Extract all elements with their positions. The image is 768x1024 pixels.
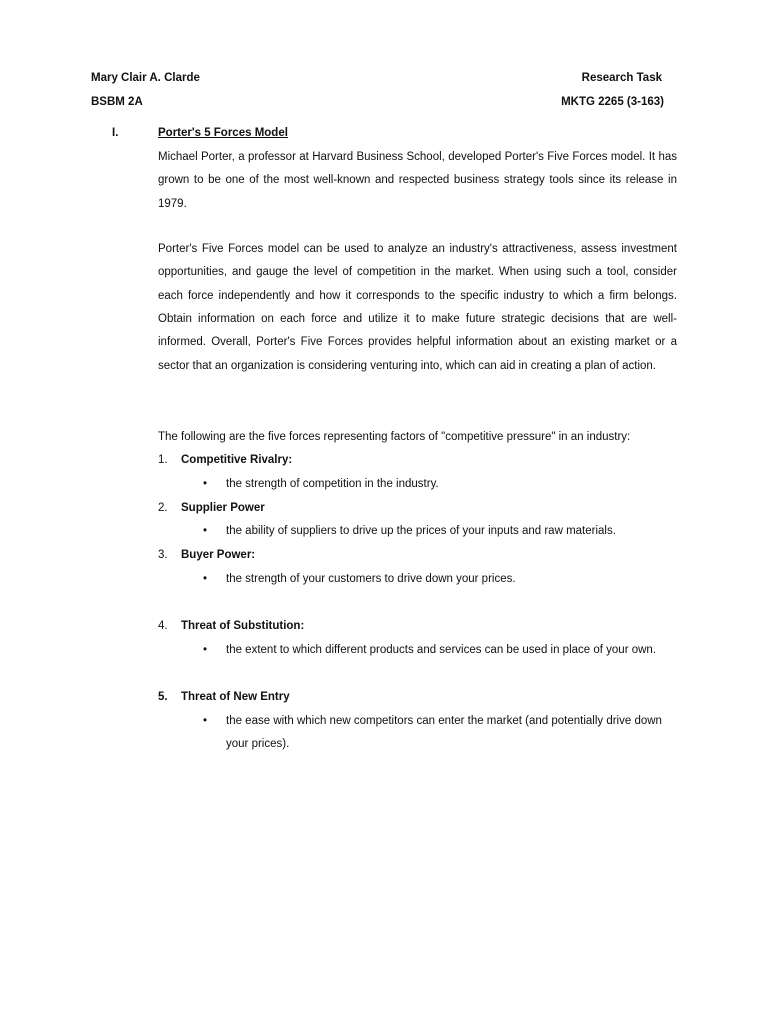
- force-label: Competitive Rivalry:: [181, 454, 293, 466]
- force-number: 2.: [158, 502, 168, 514]
- paragraph-intro: Michael Porter, a professor at Harvard Business School, developed Porter's Five Forces model. It has grown to be one of the most well-known and respected business strategy tools since its release in 1979.: [158, 151, 677, 210]
- force-number: 1.: [158, 454, 168, 466]
- forces-intro: The following are the five forces representing factors of "competitive pressure" in an industry:: [158, 431, 631, 443]
- class-section: BSBM 2A: [91, 96, 143, 108]
- force-description: the ease with which new competitors can enter the market (and potentially drive down your prices).: [226, 715, 662, 750]
- force-number: 4.: [158, 620, 168, 632]
- force-description: the extent to which different products and services can be used in place of your own.: [226, 644, 657, 656]
- bullet-marker: •: [203, 715, 208, 727]
- force-number: 3.: [158, 549, 168, 561]
- bullet-marker: •: [203, 644, 208, 656]
- force-description: the strength of your customers to drive down your prices.: [226, 573, 516, 585]
- section-title: Porter's 5 Forces Model: [158, 127, 288, 139]
- paragraph-usage: Porter's Five Forces model can be used to analyze an industry's attractiveness, assess investment opportunities, and gauge the level of competition in the market. When using such a tool, consider each force independently and how it corresponds to the specific industry to which a firm belongs. Obtain information on each force and utilize it to make future strategic decisions that are well-informed. Overall, Porter's Five Forces provides helpful information about an existing market or a sector that an organization is considering venturing into, which can aid in creating a plan of action.: [158, 243, 677, 372]
- document-type: Research Task: [581, 72, 662, 84]
- force-label: Buyer Power:: [181, 549, 256, 561]
- force-label: Threat of New Entry: [181, 691, 290, 703]
- bullet-marker: •: [203, 573, 208, 585]
- section-number: I.: [112, 127, 119, 139]
- author-name: Mary Clair A. Clarde: [91, 72, 200, 84]
- force-number: 5.: [158, 691, 168, 703]
- force-label: Supplier Power: [181, 502, 265, 514]
- force-description: the ability of suppliers to drive up the prices of your inputs and raw materials.: [226, 525, 616, 537]
- bullet-marker: •: [203, 478, 208, 490]
- bullet-marker: •: [203, 525, 208, 537]
- course-code: MKTG 2265 (3-163): [561, 96, 664, 108]
- force-label: Threat of Substitution:: [181, 620, 305, 632]
- force-description: the strength of competition in the industry.: [226, 478, 439, 490]
